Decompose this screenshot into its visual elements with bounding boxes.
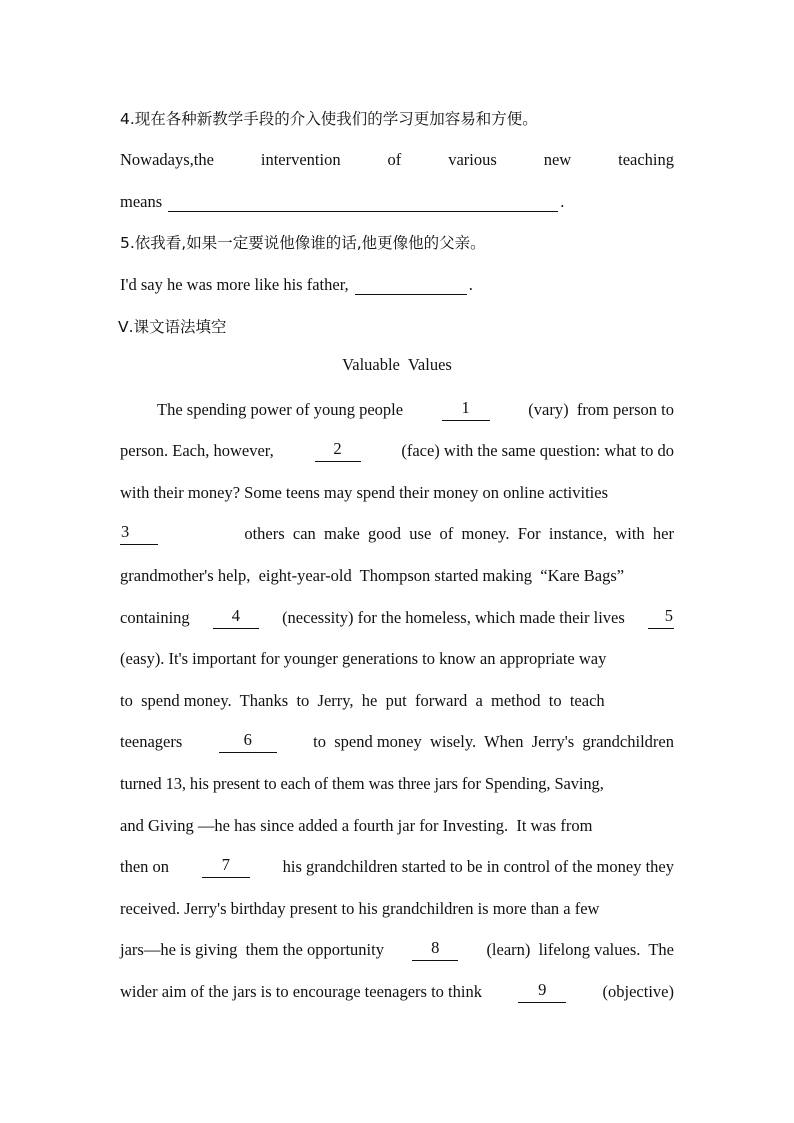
passage-line-3: with their money? Some teens may spend their money on online activities [120, 483, 609, 502]
q4-english-line-1 [120, 149, 674, 171]
q4-english-line-2: means . [120, 192, 565, 211]
passage-line-14: jars—he is giving them the opportunity 8 (learn) lifelong values. The [120, 938, 674, 959]
q5-chinese-sentence: 5.依我看,如果一定要说他像谁的话,他更像他的父亲。 [120, 234, 486, 252]
passage-line-13: received. Jerry's birthday present to his grandchildren is more than a few [120, 899, 600, 918]
q4-word: new [543, 150, 572, 169]
q4-word: Nowadays,the [120, 150, 214, 169]
passage-line-8: to spend money. Thanks to Jerry, he put forward a method to teach [120, 691, 605, 710]
q4-word: of [387, 150, 402, 169]
passage-line-11: and Giving —he has since added a fourth jar for Investing. It was from [120, 816, 593, 835]
passage-line-4: 3 others can make good use of money. For instance, with her [121, 522, 674, 543]
q4-word: various [448, 150, 497, 169]
blank-1[interactable]: 1 [442, 399, 490, 421]
blank-2[interactable]: 2 [315, 440, 361, 462]
q5-answer-blank[interactable] [355, 276, 467, 295]
blank-3[interactable]: 3 [120, 523, 158, 545]
blank-5[interactable]: 5 [648, 607, 674, 629]
q4-answer-blank[interactable] [168, 193, 558, 212]
passage-line-9: teenagers 6 to spend money wisely. When Jerry's grandchildren [120, 730, 674, 751]
blank-7[interactable]: 7 [202, 856, 250, 878]
blank-4[interactable]: 4 [213, 607, 259, 629]
passage-line-10: turned 13, his present to each of them was three jars for Spending, Saving, [120, 774, 604, 793]
q5-english-line: I'd say he was more like his father, . [120, 275, 473, 294]
q4-word: teaching [618, 150, 674, 169]
passage-line-7: (easy). It's important for younger generations to know an appropriate way [120, 649, 607, 668]
q4-chinese-sentence: 4.现在各种新教学手段的介入使我们的学习更加容易和方便。 [120, 110, 538, 128]
passage-line-5: grandmother's help, eight-year-old Thompson started making “Kare Bags” [120, 566, 625, 585]
passage-line-6: containing 4 (necessity) for the homeless, which made their lives 5 [120, 606, 673, 627]
q4-word: intervention [260, 150, 341, 169]
passage-title: Valuable Values [342, 355, 452, 374]
blank-8[interactable]: 8 [412, 939, 458, 961]
blank-6[interactable]: 6 [219, 731, 277, 753]
passage-line-2: person. Each, however, 2 (face) with the same question: what to do [120, 439, 674, 460]
section-heading: Ⅴ.课文语法填空 [118, 318, 227, 336]
blank-9[interactable]: 9 [518, 981, 566, 1003]
passage-line-15: wider aim of the jars is to encourage teenagers to think 9 (objective) [120, 980, 674, 1001]
passage-line-1: The spending power of young people 1 (vary) from person to [157, 398, 674, 419]
passage-line-12: then on 7 his grandchildren started to be in control of the money they [120, 855, 674, 876]
